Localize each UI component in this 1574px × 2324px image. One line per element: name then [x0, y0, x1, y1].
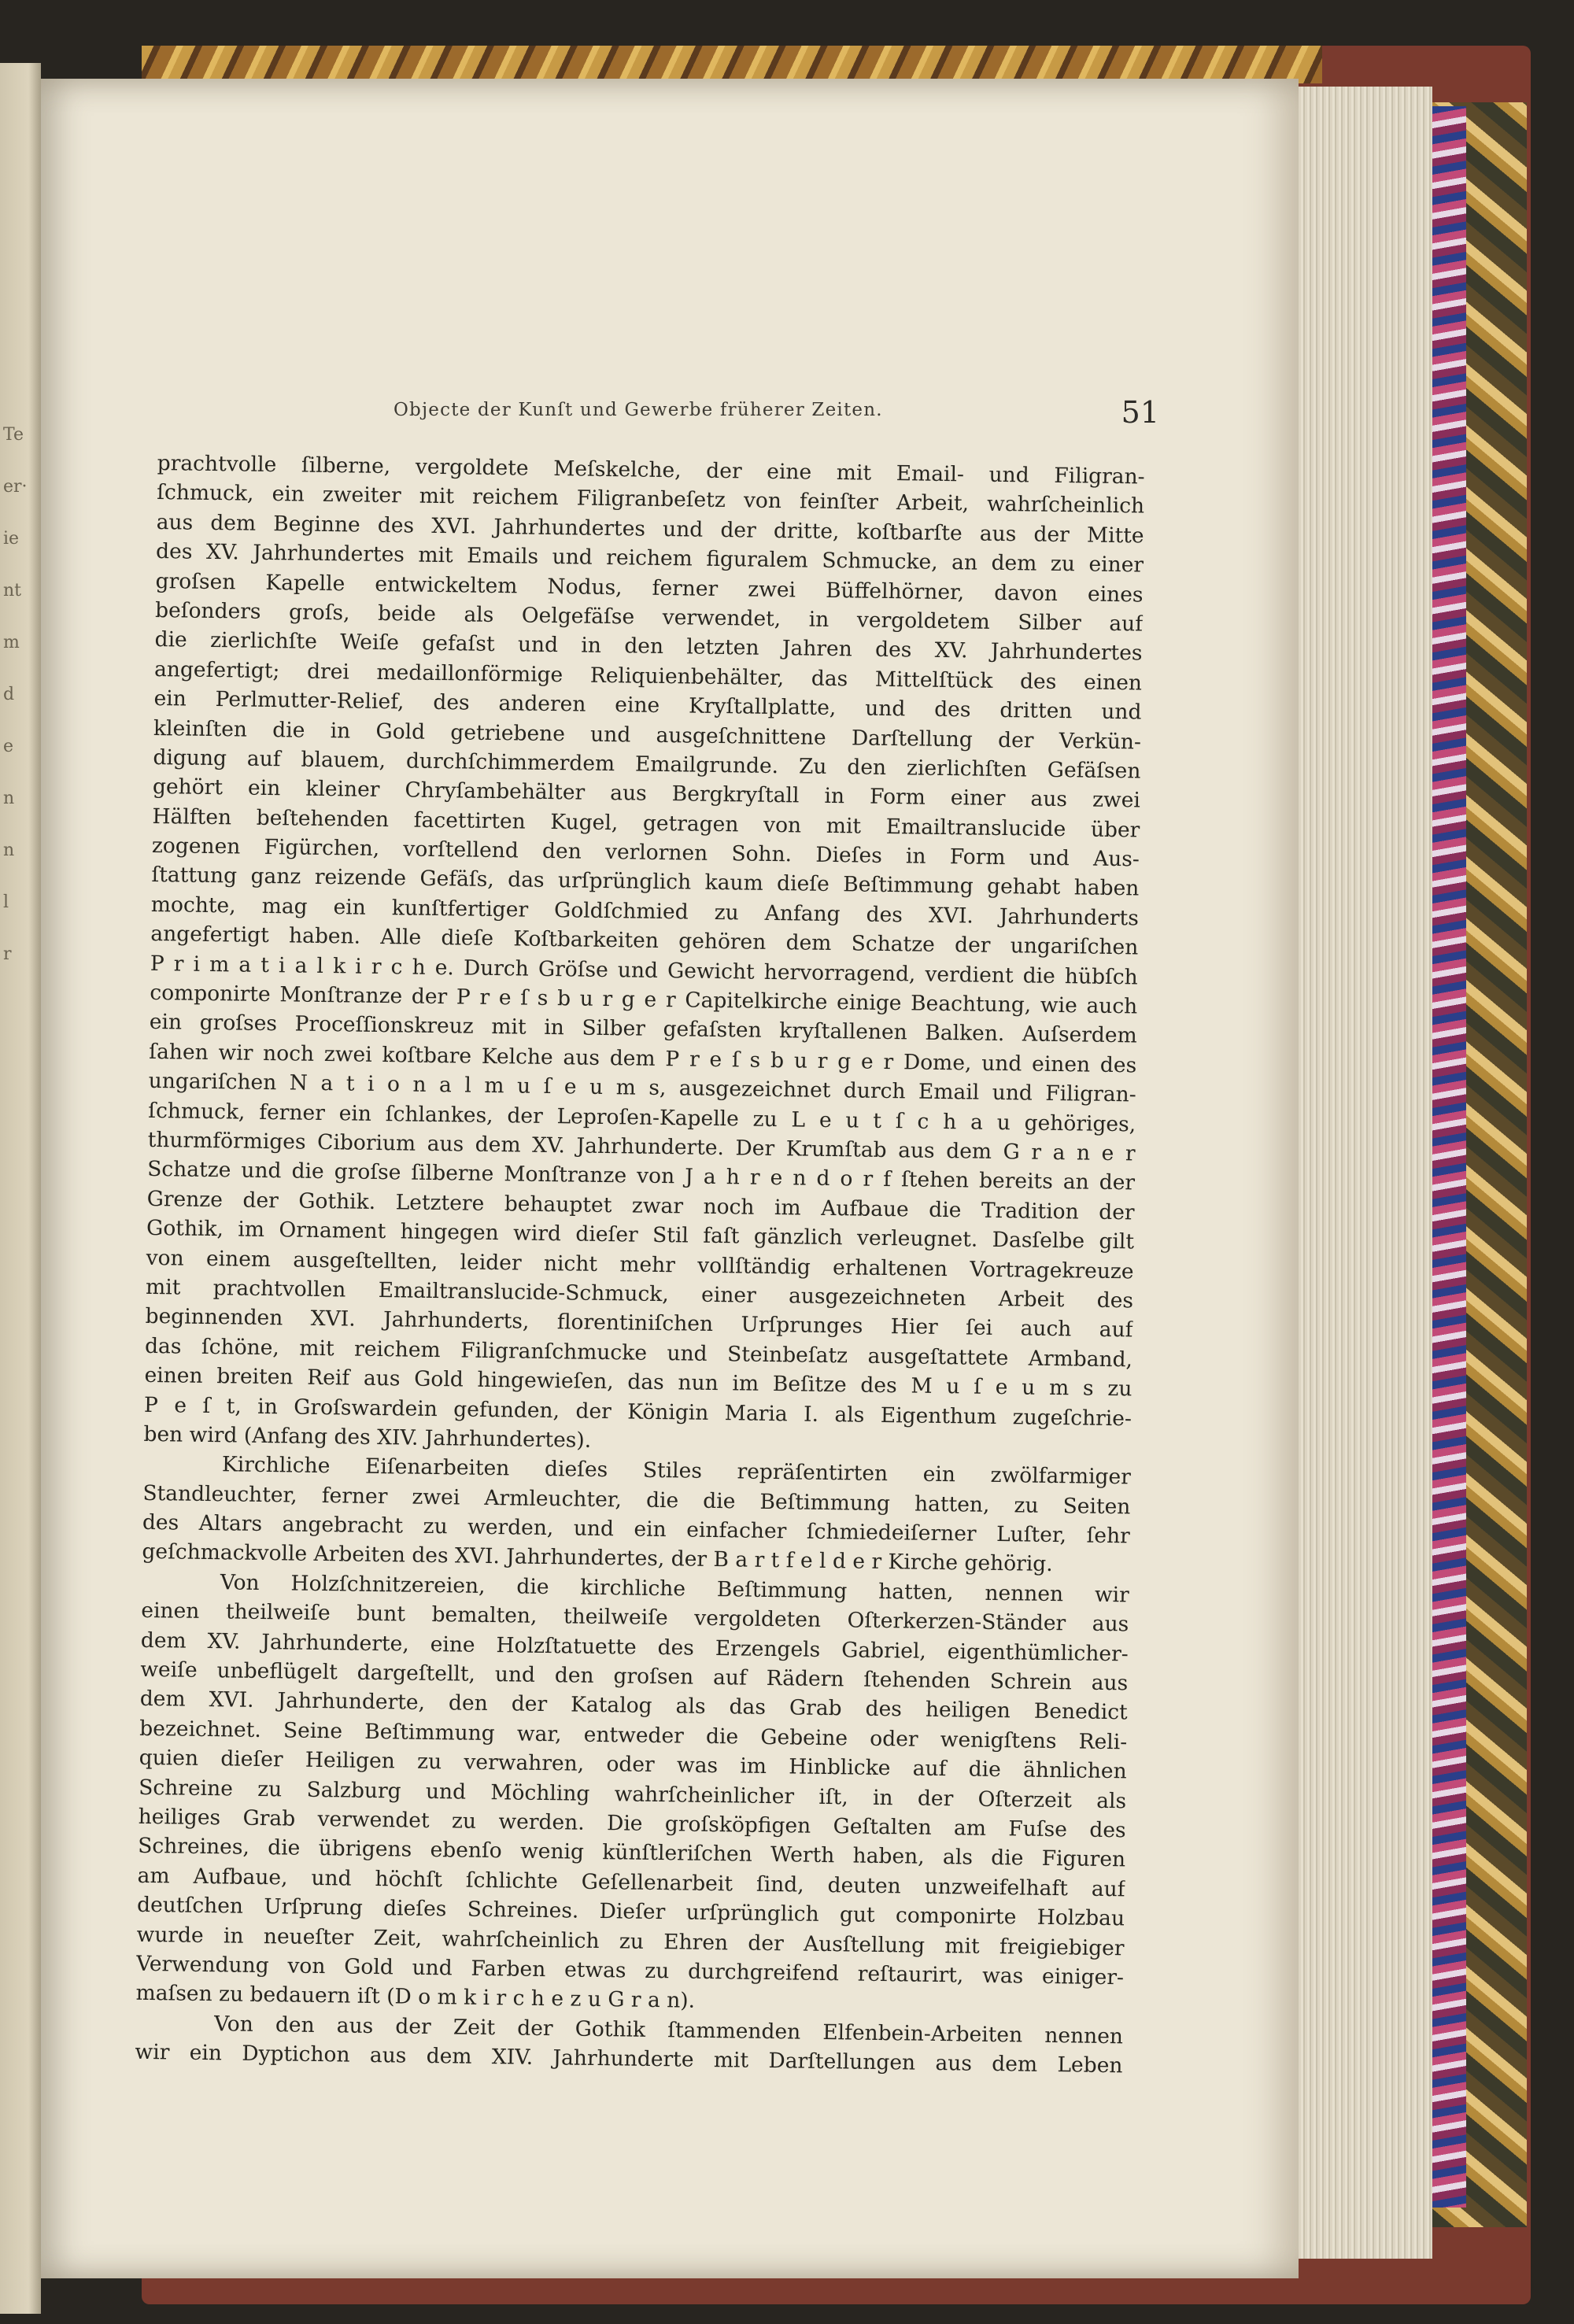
left-page-fragments [3, 409, 35, 981]
text-line: Von Holzſchnitzereien, die kirchliche Beſtimmung hatten, nennen wir [220, 1570, 1129, 1608]
left-page-fragment: d [3, 685, 15, 704]
text-line: angefertigt haben. Alle dieſe Koſtbarkeiten gehören dem Schatze der ungariſchen [150, 922, 1139, 960]
left-page-fragment: m [3, 633, 20, 652]
text-line: ben wird (Anfang des XIV. Jahrhundertes). [143, 1421, 592, 1453]
left-page-fragment: ie [3, 529, 20, 549]
text-line: dem XVI. Jahrhunderte, den der Katalog als das Grab des heiligen Benedict [139, 1687, 1128, 1725]
text-line: ſchmuck, ein zweiter mit reichem Filigranbeſetz von feinſter Arbeit, wahrſcheinlich [157, 480, 1145, 519]
text-line: digung auf blauem, durchſchimmerdem Emailgrunde. Zu den zierlichſten Gefäſsen [153, 744, 1141, 784]
text-line: mochte, mag ein kunſtfertiger Goldſchmied zu Anfang des XVI. Jahrhunderts [150, 892, 1140, 931]
text-line: kleinſten die in Gold getriebene und ausgeſchnittene Darſtellung der Verkün- [153, 715, 1142, 755]
text-line: quien dieſer Heiligen zu verwahren, oder was im Hinblicke auf die ähnlichen [139, 1746, 1127, 1784]
text-line: componirte Monſtranze der P r e ſ s b u r g e r Capitelkirche einige Beachtung, wie auch [150, 980, 1138, 1019]
text-line: ein Perlmutter-Relief, des anderen eine Kryſtallplatte, und des dritten und [153, 686, 1142, 725]
text-line: Schreines, die übrigens ebenſo wenig künſtleriſchen Werth haben, als die Figuren [137, 1834, 1126, 1872]
text-line: geſchmackvolle Arbeiten des XVI. Jahrhundertes, der B a r t f e l d e r Kirche gehörig. [142, 1539, 1053, 1577]
text-line: einen breiten Reif aus Gold hingewieſen, das nun im Beſitze des M u ſ e u m s zu [144, 1362, 1132, 1402]
text-line: wurde in neueſter Zeit, wahrſcheinlich zu Ehren der Ausſtellung mit freigiebiger [136, 1922, 1125, 1960]
text-line: zogenen Figürchen, vorſtellend den verlornen Sohn. Dieſes in Form und Aus- [151, 833, 1140, 872]
text-line: prachtvolle ſilberne, vergoldete Meſskelche, der eine mit Email- und Filigran- [157, 450, 1145, 490]
text-line: gehört ein kleiner Chryſambehälter aus Bergkryſtall in Form einer aus zwei [152, 774, 1141, 813]
text-line: maſsen zu bedauern iſt (D o m k i r c h e z u G r a n). [135, 1981, 696, 2014]
page-stack-edge [1295, 87, 1432, 2259]
text-line: mit prachtvollen Emailtranslucide-Schmuck, einer ausgezeichneten Arbeit des [145, 1274, 1134, 1313]
text-line: Verwendung von Gold und Farben etwas zu durchgreifend reſtaurirt, was einiger- [135, 1951, 1125, 1990]
text-line: dem XV. Jahrhunderte, eine Holzſtatuette des Erzengels Gabriel, eigenthümlicher- [140, 1628, 1129, 1666]
body-text [135, 449, 1145, 2081]
text-line: des Altars angebracht zu werden, und ein einfacher ſchmiedeiſerner Luſter, ſehr [142, 1509, 1131, 1549]
left-facing-page [0, 63, 41, 2314]
page [41, 79, 1299, 2278]
text-line: aus dem Beginne des XVI. Jahrhundertes und der dritte, koſtbarſte aus der Mitte [156, 509, 1144, 549]
text-line: ſchmuck, ferner ein ſchlankes, der Leproſen-Kapelle zu L e u t ſ c h a u gehöriges, [148, 1098, 1136, 1137]
text-line: thurmförmiges Ciborium aus dem XV. Jahrhunderte. Der Krumſtab aus dem G r a n e r [147, 1127, 1136, 1166]
text-line: Schatze und die groſse ſilberne Monſtranze von J a h r e n d o r f ſtehen bereits an der [146, 1157, 1136, 1195]
text-line: einen theilweiſe bunt bemalten, theilweiſe vergoldeten Oſterkerzen-Ständer aus [141, 1598, 1129, 1637]
text-line: des XV. Jahrhundertes mit Emails und reichem figuralem Schmucke, an dem zu einer [155, 539, 1144, 578]
text-line: Kirchliche Eiſenarbeiten dieſes Stiles repräſentirten ein zwölfarmiger [221, 1452, 1132, 1490]
left-page-fragment: e [3, 737, 14, 756]
marbled-page-edge [1431, 106, 1466, 2208]
left-page-fragment: er· [3, 477, 28, 497]
text-line: beginnenden XVI. Jahrhunderts, florentiniſchen Urſprunges Hier ſei auch auf [145, 1304, 1133, 1343]
text-line: beſonders groſs, beide als Oelgefäſse verwendet, in vergoldetem Silber auf [154, 597, 1144, 637]
text-line: das ſchöne, mit reichem Filigranſchmucke und Steinbeſatz ausgeſtattete Armband, [144, 1333, 1133, 1373]
text-line: ungariſchen N a t i o n a l m u ſ e u m s, ausgezeichnet durch Email und Filigran- [148, 1069, 1136, 1107]
text-line: Von den aus der Zeit der Gothik ſtammenden Elfenbein-Arbeiten nennen [213, 2011, 1124, 2049]
running-head: Objecte der Kunſt und Gewerbe früherer Zeiten. [394, 400, 883, 420]
left-page-fragment: Te [3, 425, 24, 445]
left-page-fragment: l [3, 892, 9, 912]
text-line: ein groſses Proceſſionskreuz mit in Silber gefaſsten kryſtallenen Balken. Auſserdem [149, 1010, 1137, 1048]
left-page-fragment: nt [3, 581, 22, 600]
text-line: P e ſ t, in Groſswardein gefunden, der Königin Maria I. als Eigenthum zugeſchrie- [143, 1392, 1132, 1431]
text-line: groſsen Kapelle entwickeltem Nodus, ferner zwei Büffelhörner, davon eines [155, 568, 1144, 608]
text-line: Standleuchter, ferner zwei Armleuchter, die die Beſtimmung hatten, zu Seiten [142, 1480, 1131, 1520]
text-line: Grenze der Gothik. Letztere behauptet zwar noch im Aufbaue die Tradition der [146, 1186, 1135, 1225]
text-line: am Aufbaue, und höchſt ſchlichte Geſellenarbeit ſind, deuten unzweifelhaft auf [137, 1863, 1125, 1902]
left-page-fragment: n [3, 789, 15, 808]
left-page-fragment: r [3, 944, 12, 964]
text-line: ſahen wir noch zwei koſtbare Kelche aus dem P r e ſ s b u r g e r Dome, und einen des [149, 1039, 1137, 1078]
text-line: P r i m a t i a l k i r c h e. Durch Gröſse und Gewicht hervorragend, verdient die hübſch [150, 951, 1138, 990]
text-line: bezeichnet. Seine Beſtimmung war, entweder die Gebeine oder wenigſtens Reli- [139, 1716, 1128, 1755]
text-line: Schreine zu Salzburg und Möchling wahrſcheinlicher iſt, in der Oſterzeit als [139, 1775, 1127, 1813]
text-line: von einem ausgeſtellten, leider nicht mehr vollſtändig erhaltenen Vortragekreuze [146, 1245, 1134, 1284]
text-line: weiſe unbeflügelt dargeſtellt, und den groſsen auf Rädern ſtehenden Schrein aus [140, 1657, 1129, 1696]
text-line: heiliges Grab verwendet zu werden. Die groſsköpfigen Geſtalten am Fuſse des [138, 1804, 1126, 1843]
text-line: Hälften beſtehenden facettirten Kugel, getragen von mit Emailtranslucide über [152, 804, 1140, 843]
text-line: die zierlichſte Weiſe gefaſst und in den letzten Jahren des XV. Jahrhundertes [154, 627, 1143, 666]
text-line: Gothik, im Ornament hingegen wird dieſer Stil faſt gänzlich verleugnet. Dasſelbe gilt [146, 1216, 1135, 1254]
left-page-fragment: n [3, 841, 15, 860]
text-line: angefertigt; drei medaillonförmige Reliquienbehälter, das Mittelſtück des einen [153, 656, 1143, 696]
marbled-cover-top [142, 46, 1322, 83]
text-line: ſtattung ganz reizende Gefäſs, das urſprünglich kaum dieſe Beſtimmung gehabt haben [151, 863, 1140, 901]
text-line: deutſchen Urſprung dieſes Schreines. Dieſer urſprünglich gut componirte Holzbau [136, 1892, 1125, 1931]
page-number: 51 [1121, 395, 1159, 430]
text-line: wir ein Dyptichon aus dem XIV. Jahrhunderte mit Darſtellungen aus dem Leben [135, 2039, 1123, 2078]
